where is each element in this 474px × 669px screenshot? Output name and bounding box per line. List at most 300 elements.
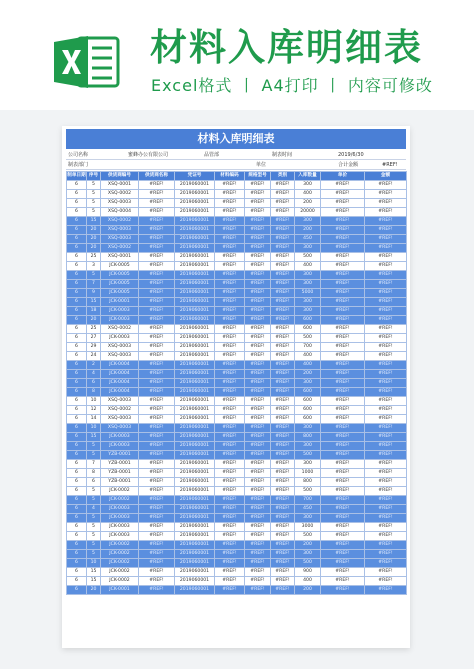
table-row [67, 280, 407, 289]
table-cell: 6 [67, 298, 87, 307]
table-cell: #REF! [245, 514, 271, 523]
table-cell: 6 [67, 217, 87, 226]
table-cell: 6 [67, 550, 87, 559]
table-cell: 800 [295, 478, 321, 487]
table-cell: #REF! [365, 226, 407, 235]
table-cell: #REF! [271, 316, 295, 325]
table-cell: #REF! [321, 271, 365, 280]
column-header: 入库数量 [295, 172, 321, 181]
table-cell: 20 [87, 235, 101, 244]
banner-title: 材料入库明细表 [150, 26, 423, 69]
table-row [67, 181, 407, 190]
table-row [67, 361, 407, 370]
table-cell: 2019060001 [175, 208, 215, 217]
table-cell: #REF! [365, 307, 407, 316]
table-cell: #REF! [139, 379, 175, 388]
table-cell: 400 [295, 361, 321, 370]
table-cell: 2019060001 [175, 199, 215, 208]
table-cell: 450 [295, 235, 321, 244]
table-cell: #REF! [139, 568, 175, 577]
table-cell: #REF! [271, 568, 295, 577]
table-cell: #REF! [245, 424, 271, 433]
table-cell: 5 [87, 181, 101, 190]
table-cell: #REF! [271, 487, 295, 496]
table-cell: #REF! [271, 244, 295, 253]
table-row [67, 217, 407, 226]
table-cell: #REF! [271, 181, 295, 190]
table-cell: #REF! [321, 532, 365, 541]
table-cell: #REF! [245, 442, 271, 451]
total-value: #REF! [382, 162, 398, 168]
table-cell: #REF! [271, 559, 295, 568]
table-cell: #REF! [365, 289, 407, 298]
table-cell: JCK-0003 [101, 505, 139, 514]
table-row [67, 424, 407, 433]
table-row [67, 559, 407, 568]
table-cell: 6 [67, 208, 87, 217]
table-cell: 2019060001 [175, 577, 215, 586]
table-cell: #REF! [245, 415, 271, 424]
table-cell: 2019060001 [175, 487, 215, 496]
table-cell: 2019060001 [175, 388, 215, 397]
table-row [67, 370, 407, 379]
table-cell: #REF! [215, 406, 245, 415]
table-cell: XSQ-0004 [101, 208, 139, 217]
date-value: 2019/6/30 [338, 152, 364, 158]
table-cell: #REF! [139, 532, 175, 541]
table-cell: #REF! [365, 559, 407, 568]
table-cell: 6 [67, 469, 87, 478]
table-cell: #REF! [365, 352, 407, 361]
table-cell: 2019060001 [175, 478, 215, 487]
table-cell: #REF! [245, 235, 271, 244]
table-cell: #REF! [271, 307, 295, 316]
table-cell: 2019060001 [175, 190, 215, 199]
table-cell: #REF! [245, 361, 271, 370]
table-cell: YZB-0001 [101, 469, 139, 478]
table-cell: JCK-0003 [101, 334, 139, 343]
table-cell: 6 [67, 487, 87, 496]
table-cell: #REF! [245, 352, 271, 361]
table-cell: #REF! [139, 253, 175, 262]
table-cell: #REF! [139, 343, 175, 352]
table-cell: 400 [295, 352, 321, 361]
table-cell: #REF! [245, 298, 271, 307]
table-cell: #REF! [365, 406, 407, 415]
table-cell: #REF! [245, 334, 271, 343]
table-cell: 15 [87, 298, 101, 307]
table-cell: #REF! [215, 190, 245, 199]
table-cell: 2019060001 [175, 325, 215, 334]
table-cell: #REF! [271, 352, 295, 361]
table-cell: 6 [67, 226, 87, 235]
table-cell: #REF! [365, 550, 407, 559]
table-cell: 2019060001 [175, 496, 215, 505]
table-cell: 2019060001 [175, 262, 215, 271]
column-header: 单价 [321, 172, 365, 181]
table-cell: 7 [87, 280, 101, 289]
table-row [67, 190, 407, 199]
table-cell: 24 [87, 352, 101, 361]
inbound-detail-table [66, 171, 407, 595]
table-cell: #REF! [271, 460, 295, 469]
table-cell: 6 [67, 586, 87, 595]
table-cell: 6 [67, 379, 87, 388]
table-cell: #REF! [365, 181, 407, 190]
table-cell: JCK-0003 [101, 433, 139, 442]
table-cell: #REF! [215, 253, 245, 262]
column-header: 供货商名称 [139, 172, 175, 181]
table-cell: #REF! [321, 388, 365, 397]
table-cell: 5 [87, 550, 101, 559]
table-cell: 6 [67, 415, 87, 424]
table-cell: #REF! [271, 424, 295, 433]
table-cell: JCK-0003 [101, 532, 139, 541]
table-cell: #REF! [271, 433, 295, 442]
table-cell: #REF! [271, 577, 295, 586]
table-cell: #REF! [139, 280, 175, 289]
table-cell: #REF! [365, 253, 407, 262]
table-cell: 6 [87, 478, 101, 487]
table-cell: 500 [295, 532, 321, 541]
table-cell: 6 [67, 523, 87, 532]
table-cell: #REF! [139, 316, 175, 325]
table-cell: #REF! [245, 496, 271, 505]
table-cell: #REF! [139, 541, 175, 550]
table-cell: 500 [295, 253, 321, 262]
table-cell: #REF! [365, 397, 407, 406]
table-cell: 25 [87, 325, 101, 334]
table-cell: #REF! [271, 325, 295, 334]
table-row [67, 460, 407, 469]
table-cell: 2019060001 [175, 352, 215, 361]
table-cell: #REF! [271, 550, 295, 559]
table-cell: #REF! [271, 343, 295, 352]
table-cell: #REF! [365, 505, 407, 514]
table-cell: #REF! [139, 298, 175, 307]
table-cell: JCK-0001 [101, 586, 139, 595]
table-cell: 6 [67, 532, 87, 541]
table-cell: #REF! [215, 541, 245, 550]
table-cell: 300 [295, 442, 321, 451]
table-cell: #REF! [271, 235, 295, 244]
table-cell: #REF! [271, 478, 295, 487]
table-cell: #REF! [215, 334, 245, 343]
table-cell: #REF! [245, 487, 271, 496]
table-cell: 2019060001 [175, 568, 215, 577]
table-cell: #REF! [321, 289, 365, 298]
table-cell: 300 [295, 271, 321, 280]
table-cell: #REF! [215, 433, 245, 442]
table-cell: YZB-0001 [101, 478, 139, 487]
company-value: 蜜蜂办公有限公司 [128, 152, 169, 158]
table-cell: #REF! [321, 361, 365, 370]
table-cell: 300 [295, 280, 321, 289]
table-cell: 2019060001 [175, 541, 215, 550]
table-cell: 2019060001 [175, 370, 215, 379]
warehouse-label: 品管部 [204, 152, 220, 158]
table-cell: #REF! [245, 397, 271, 406]
table-cell: #REF! [245, 568, 271, 577]
table-cell: #REF! [321, 550, 365, 559]
table-cell: 300 [295, 217, 321, 226]
table-cell: 2019060001 [175, 586, 215, 595]
table-cell: 5 [87, 451, 101, 460]
table-cell: #REF! [215, 235, 245, 244]
table-cell: 27 [87, 334, 101, 343]
table-cell: #REF! [139, 433, 175, 442]
table-cell: 15 [87, 568, 101, 577]
table-row [67, 514, 407, 523]
table-cell: #REF! [215, 478, 245, 487]
table-cell: 300 [295, 244, 321, 253]
table-cell: 15 [87, 217, 101, 226]
table-cell: #REF! [215, 487, 245, 496]
table-cell: #REF! [321, 235, 365, 244]
table-cell: 6 [67, 334, 87, 343]
table-cell: JCK-0003 [101, 523, 139, 532]
table-cell: #REF! [245, 271, 271, 280]
table-cell: #REF! [271, 532, 295, 541]
table-cell: #REF! [215, 397, 245, 406]
table-cell: 300 [295, 379, 321, 388]
table-cell: #REF! [139, 307, 175, 316]
table-cell: #REF! [321, 208, 365, 217]
table-cell: #REF! [245, 577, 271, 586]
table-cell: 600 [295, 415, 321, 424]
table-cell: 5 [87, 208, 101, 217]
table-cell: #REF! [139, 226, 175, 235]
table-cell: #REF! [139, 505, 175, 514]
table-cell: #REF! [321, 568, 365, 577]
table-cell: #REF! [365, 514, 407, 523]
table-cell: #REF! [215, 217, 245, 226]
table-cell: #REF! [271, 442, 295, 451]
table-cell: #REF! [365, 235, 407, 244]
unit-label: 单位 [256, 162, 267, 168]
table-cell: 6 [67, 397, 87, 406]
table-cell: #REF! [139, 514, 175, 523]
table-cell: 5 [87, 190, 101, 199]
table-cell: #REF! [321, 343, 365, 352]
table-cell: #REF! [321, 577, 365, 586]
table-cell: #REF! [271, 514, 295, 523]
table-cell: 2019060001 [175, 523, 215, 532]
table-row [67, 388, 407, 397]
table-row [67, 586, 407, 595]
table-header-row [67, 172, 407, 181]
table-cell: #REF! [139, 208, 175, 217]
table-cell: 6 [67, 388, 87, 397]
table-cell: XSQ-0002 [101, 406, 139, 415]
table-cell: 6 [67, 478, 87, 487]
table-cell: 6 [67, 460, 87, 469]
table-cell: #REF! [271, 217, 295, 226]
table-cell: 6 [67, 370, 87, 379]
table-cell: #REF! [215, 379, 245, 388]
table-cell: #REF! [215, 361, 245, 370]
table-cell: #REF! [321, 334, 365, 343]
table-cell: #REF! [365, 370, 407, 379]
table-cell: JCK-0003 [101, 442, 139, 451]
table-cell: 18 [87, 307, 101, 316]
table-cell: 20000 [295, 208, 321, 217]
table-cell: JCK-0005 [101, 280, 139, 289]
table-cell: #REF! [365, 469, 407, 478]
table-cell: #REF! [139, 586, 175, 595]
table-cell: #REF! [271, 379, 295, 388]
table-cell: #REF! [321, 262, 365, 271]
table-cell: #REF! [321, 226, 365, 235]
table-cell: #REF! [271, 190, 295, 199]
table-cell: 5 [87, 541, 101, 550]
table-cell: #REF! [365, 586, 407, 595]
table-cell: #REF! [271, 496, 295, 505]
table-cell: 6 [67, 244, 87, 253]
column-header: 材料编码 [215, 172, 245, 181]
table-cell: #REF! [139, 496, 175, 505]
table-cell: 500 [295, 559, 321, 568]
table-cell: JCK-0001 [101, 298, 139, 307]
table-cell: 700 [295, 496, 321, 505]
table-cell: #REF! [321, 460, 365, 469]
table-cell: #REF! [215, 451, 245, 460]
table-row [67, 262, 407, 271]
table-cell: #REF! [215, 424, 245, 433]
table-cell: 6 [67, 253, 87, 262]
date-label: 制表时间 [272, 152, 293, 158]
table-cell: #REF! [215, 550, 245, 559]
table-row [67, 271, 407, 280]
table-cell: JCK-0002 [101, 541, 139, 550]
table-cell: 2019060001 [175, 334, 215, 343]
table-cell: 300 [295, 460, 321, 469]
table-cell: 6 [67, 451, 87, 460]
table-cell: #REF! [271, 226, 295, 235]
table-cell: 20 [87, 586, 101, 595]
table-cell: 6 [67, 199, 87, 208]
table-cell: 2019060001 [175, 253, 215, 262]
table-cell: 6 [67, 271, 87, 280]
table-cell: XSQ-0003 [101, 226, 139, 235]
table-cell: #REF! [365, 379, 407, 388]
table-cell: #REF! [245, 433, 271, 442]
table-cell: #REF! [139, 244, 175, 253]
table-cell: XSQ-0001 [101, 181, 139, 190]
table-cell: 600 [295, 397, 321, 406]
table-cell: JCK-0002 [101, 568, 139, 577]
table-row [67, 253, 407, 262]
info-row-dept [66, 161, 406, 170]
table-cell: #REF! [139, 559, 175, 568]
table-cell: #REF! [271, 469, 295, 478]
table-cell: YZB-0001 [101, 460, 139, 469]
table-cell: #REF! [245, 289, 271, 298]
table-cell: XSQ-0002 [101, 244, 139, 253]
total-label: 合计金额 [338, 162, 359, 168]
table-row [67, 577, 407, 586]
table-cell: #REF! [215, 532, 245, 541]
table-cell: 5 [87, 271, 101, 280]
table-cell: #REF! [215, 514, 245, 523]
table-cell: JCK-0002 [101, 559, 139, 568]
table-cell: #REF! [271, 505, 295, 514]
table-row [67, 415, 407, 424]
table-cell: #REF! [365, 460, 407, 469]
table-cell: #REF! [139, 325, 175, 334]
table-cell: 6 [67, 235, 87, 244]
table-cell: 25 [87, 253, 101, 262]
table-cell: 2019060001 [175, 559, 215, 568]
table-cell: JCK-0002 [101, 496, 139, 505]
table-cell: 5 [87, 523, 101, 532]
table-cell: 300 [295, 181, 321, 190]
table-row [67, 433, 407, 442]
table-cell: #REF! [245, 406, 271, 415]
table-cell: #REF! [215, 226, 245, 235]
table-cell: XSQ-0003 [101, 343, 139, 352]
table-cell: 700 [295, 343, 321, 352]
table-cell: #REF! [245, 532, 271, 541]
table-cell: #REF! [245, 325, 271, 334]
table-cell: #REF! [271, 253, 295, 262]
table-row [67, 568, 407, 577]
table-cell: 2 [87, 361, 101, 370]
column-header: 供货商编号 [101, 172, 139, 181]
table-cell: #REF! [215, 559, 245, 568]
dept-label: 制表部门 [68, 162, 89, 168]
column-header: 制单日期 [67, 172, 87, 181]
table-cell: YZB-0001 [101, 451, 139, 460]
table-cell: #REF! [321, 316, 365, 325]
table-cell: #REF! [321, 280, 365, 289]
table-cell: #REF! [139, 262, 175, 271]
table-cell: #REF! [271, 199, 295, 208]
table-cell: 300 [295, 550, 321, 559]
table-cell: #REF! [245, 343, 271, 352]
table-cell: JCK-0004 [101, 388, 139, 397]
table-cell: #REF! [271, 361, 295, 370]
table-cell: 6 [67, 361, 87, 370]
table-cell: 2019060001 [175, 226, 215, 235]
table-cell: #REF! [215, 388, 245, 397]
table-cell: 200 [295, 586, 321, 595]
table-cell: 2019060001 [175, 235, 215, 244]
table-cell: #REF! [365, 217, 407, 226]
table-cell: #REF! [365, 424, 407, 433]
table-cell: #REF! [139, 550, 175, 559]
table-cell: 2019060001 [175, 280, 215, 289]
table-cell: 200 [295, 226, 321, 235]
table-cell: #REF! [365, 433, 407, 442]
table-cell: #REF! [139, 406, 175, 415]
table-cell: 5 [87, 487, 101, 496]
table-cell: #REF! [215, 460, 245, 469]
table-cell: #REF! [365, 280, 407, 289]
table-cell: #REF! [271, 334, 295, 343]
table-cell: #REF! [215, 262, 245, 271]
table-cell: #REF! [245, 586, 271, 595]
table-cell: 4 [87, 370, 101, 379]
column-header: 凭证号 [175, 172, 215, 181]
table-cell: #REF! [215, 181, 245, 190]
table-cell: #REF! [245, 550, 271, 559]
table-cell: 2019060001 [175, 361, 215, 370]
table-cell: #REF! [245, 199, 271, 208]
table-row [67, 397, 407, 406]
table-cell: JCK-0003 [101, 307, 139, 316]
table-cell: 8 [87, 388, 101, 397]
